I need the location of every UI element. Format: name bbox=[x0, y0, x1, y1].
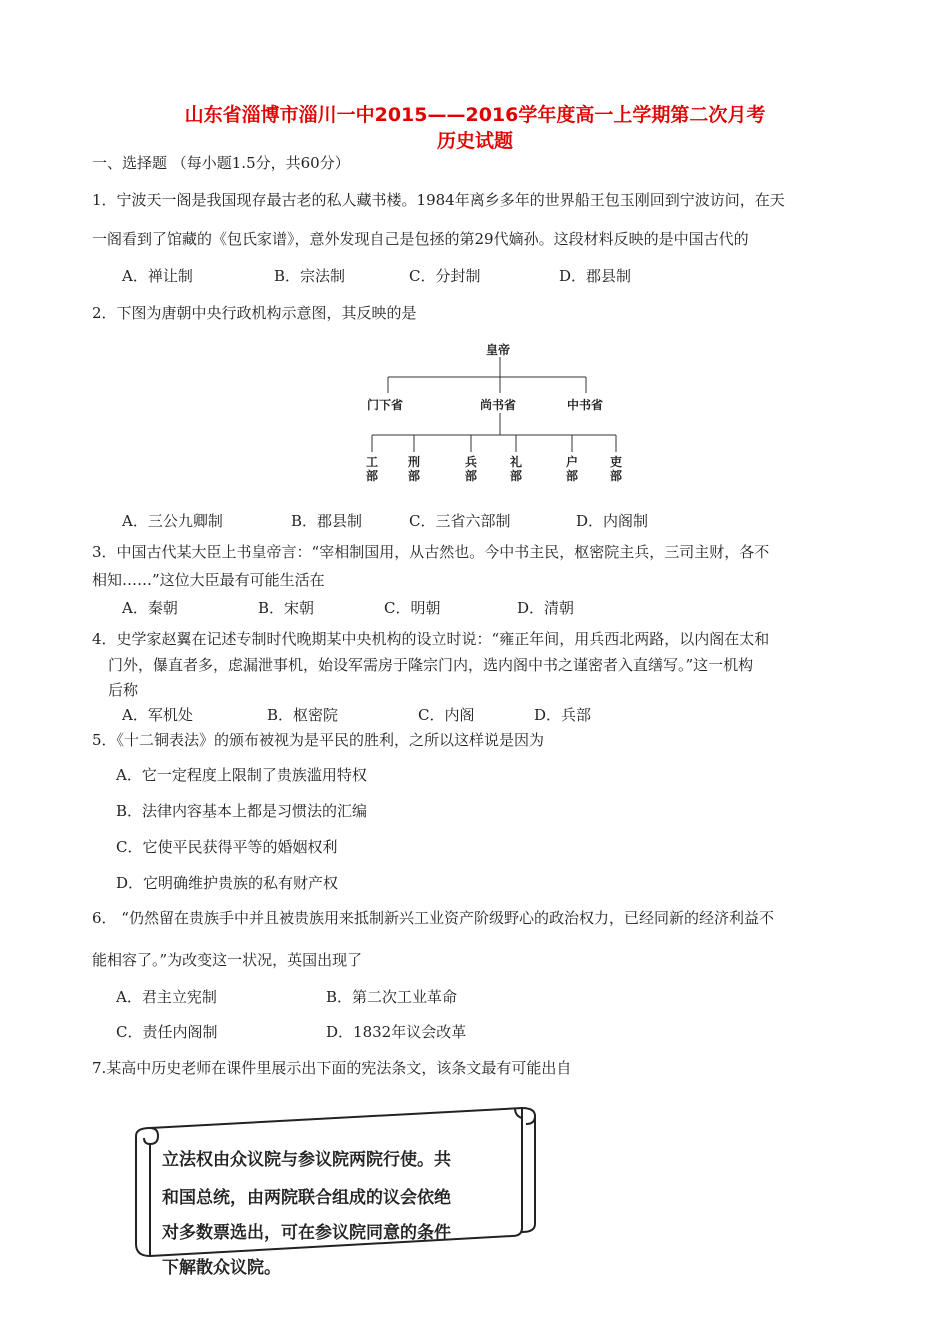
org-node-zhongshu: 中书省 bbox=[567, 398, 604, 412]
q6-text-line2: 能相容了。”为改变这一状况，英国出现了 bbox=[92, 951, 363, 969]
org-node-libu-rites: 礼部 bbox=[509, 455, 522, 483]
org-node-emperor: 皇帝 bbox=[486, 343, 511, 357]
org-node-gongbu: 工部 bbox=[365, 455, 378, 483]
section-heading: 一、选择题 （每小题1.5分，共60分） bbox=[92, 154, 350, 172]
q7-text-line1: 7.某高中历史老师在课件里展示出下面的宪法条文，该条文最有可能出自 bbox=[92, 1059, 572, 1077]
q1-option-a: A．禅让制 bbox=[122, 267, 193, 285]
org-node-xingbu: 刑部 bbox=[407, 455, 420, 483]
q1-option-d: D．郡县制 bbox=[559, 267, 632, 285]
q3-option-c: C．明朝 bbox=[384, 599, 441, 617]
q5-text-line1: 5．《十二铜表法》的颁布被视为是平民的胜利，之所以这样说是因为 bbox=[92, 731, 545, 749]
q1-text-line2: 一阁看到了馆藏的《包氏家谱》，意外发现自己是包拯的第29代嫡孙。这段材料反映的是中国古代的 bbox=[92, 230, 749, 248]
q2-option-a: A．三公九卿制 bbox=[122, 512, 223, 530]
q1-option-b: B．宗法制 bbox=[274, 267, 346, 285]
q2-option-d: D．内阁制 bbox=[576, 512, 649, 530]
q6-option-d: D．1832年议会改革 bbox=[326, 1023, 467, 1041]
q5-option-b: B．法律内容基本上都是习惯法的汇编 bbox=[116, 802, 368, 820]
q4-option-c: C．内阁 bbox=[418, 706, 475, 724]
q4-option-a: A．军机处 bbox=[122, 706, 193, 724]
q5-option-d: D．它明确维护贵族的私有财产权 bbox=[116, 874, 339, 892]
q6-text-line1: 6． “仍然留在贵族手中并且被贵族用来抵制新兴工业资产阶级野心的政治权力，已经同新的经济利益不 bbox=[92, 909, 774, 927]
scroll-line-4: 下解散众议院。 bbox=[162, 1258, 281, 1278]
exam-title: 山东省淄博市淄川一中2015——2016学年度高一上学期第二次月考 bbox=[184, 104, 766, 126]
exam-subtitle: 历史试题 bbox=[436, 130, 513, 152]
q6-option-c: C．责任内阁制 bbox=[116, 1023, 218, 1041]
q4-text-line3: 后称 bbox=[108, 681, 139, 699]
q1-text-line1: 1．宁波天一阁是我国现存最古老的私人藏书楼。1984年离乡多年的世界船王包玉刚回到宁波访问，在天 bbox=[92, 191, 785, 209]
scroll-line-2: 和国总统，由两院联合组成的议会依绝 bbox=[162, 1188, 451, 1208]
q3-option-d: D．清朝 bbox=[517, 599, 575, 617]
q3-option-b: B．宋朝 bbox=[258, 599, 315, 617]
q2-option-c: C．三省六部制 bbox=[409, 512, 511, 530]
q6-option-a: A．君主立宪制 bbox=[116, 988, 217, 1006]
q3-text-line1: 3．中国古代某大臣上书皇帝言：“宰相制国用，从古然也。今中书主民，枢密院主兵，三司主财，各不 bbox=[92, 543, 770, 561]
q4-text-line2: 门外，儤直者多，虑漏泄事机，始设军需房于隆宗门内，选内阁中书之谨密者入直缮写。”这一机构 bbox=[108, 656, 754, 674]
q5-option-a: A．它一定程度上限制了贵族滥用特权 bbox=[116, 766, 367, 784]
q5-option-c: C．它使平民获得平等的婚姻权利 bbox=[116, 838, 338, 856]
org-node-bingbu: 兵部 bbox=[464, 455, 477, 483]
q4-option-d: D．兵部 bbox=[534, 706, 592, 724]
q3-text-line2: 相知……”这位大臣最有可能生活在 bbox=[92, 571, 325, 589]
q1-option-c: C．分封制 bbox=[409, 267, 481, 285]
q2-text-line1: 2．下图为唐朝中央行政机构示意图，其反映的是 bbox=[92, 304, 417, 322]
q3-option-a: A．秦朝 bbox=[122, 599, 178, 617]
scroll-line-3: 对多数票选出，可在参议院同意的条件 bbox=[162, 1223, 451, 1243]
q2-option-b: B．郡县制 bbox=[291, 512, 363, 530]
org-node-menxia: 门下省 bbox=[367, 398, 404, 412]
org-node-hubu: 户部 bbox=[565, 455, 578, 483]
q4-text-line1: 4．史学家赵翼在记述专制时代晚期某中央机构的设立时说：“雍正年间，用兵西北两路，以内阁在太和 bbox=[92, 630, 770, 648]
org-node-shangshu: 尚书省 bbox=[480, 398, 517, 412]
scroll-line-1: 立法权由众议院与参议院两院行使。共 bbox=[162, 1150, 451, 1170]
q6-option-b: B．第二次工业革命 bbox=[326, 988, 458, 1006]
org-node-libu-personnel: 吏部 bbox=[609, 455, 622, 483]
q4-option-b: B．枢密院 bbox=[267, 706, 339, 724]
